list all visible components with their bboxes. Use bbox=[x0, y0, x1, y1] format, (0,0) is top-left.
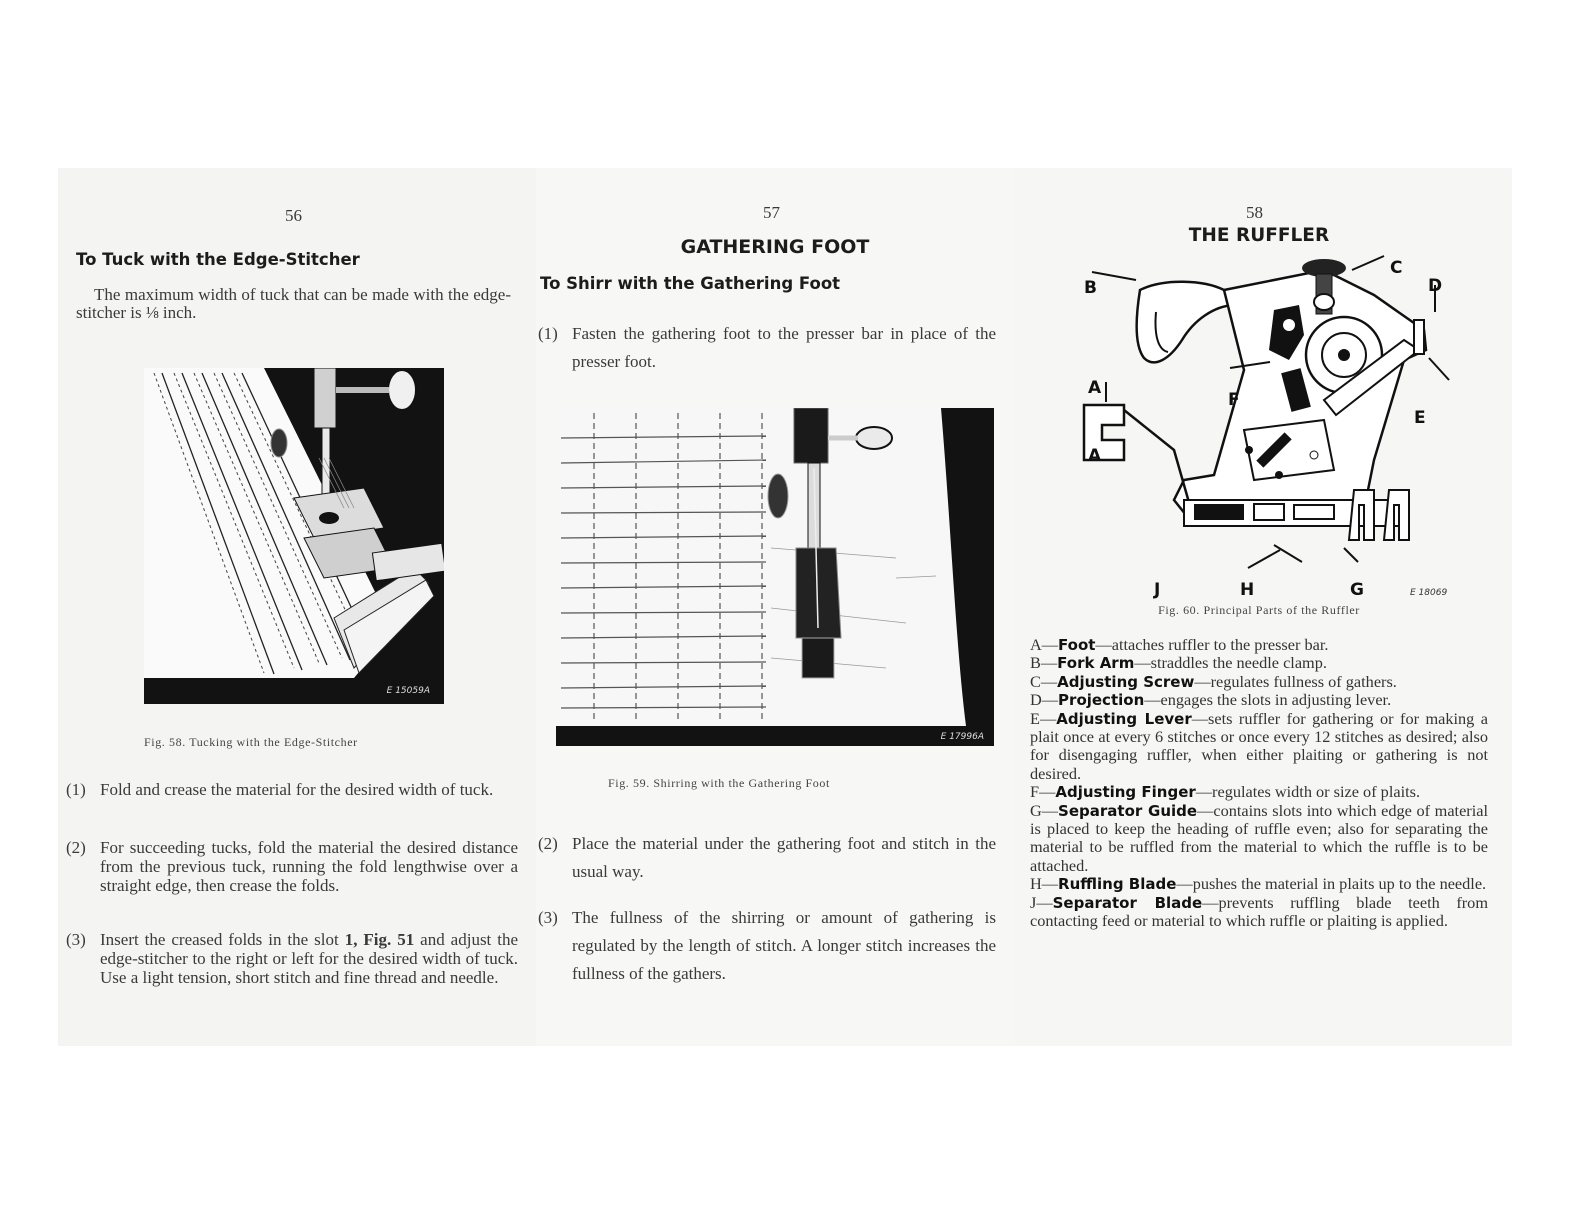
part-description: regulates fullness of gathers. bbox=[1210, 671, 1397, 691]
page-58 bbox=[1014, 168, 1512, 1046]
step-number: (2) bbox=[66, 838, 86, 857]
page-number: 56 bbox=[285, 206, 302, 225]
intro-paragraph: The maximum width of tuck that can be made with the edge-stitcher is ⅛ inch. bbox=[76, 285, 511, 322]
step-3 bbox=[66, 930, 518, 987]
step-number: (3) bbox=[66, 930, 86, 949]
part-term: Fork Arm bbox=[1057, 654, 1135, 673]
step-text bbox=[100, 930, 518, 987]
part-term: Adjusting Finger bbox=[1055, 783, 1196, 802]
part-term: Foot bbox=[1058, 636, 1096, 654]
step-text: The fullness of the shirring or amount of gathering is regulated by the length of stitch. A longer stitch increases the fullness of the gathers. bbox=[572, 908, 996, 983]
section-heading: To Tuck with the Edge-Stitcher bbox=[76, 250, 360, 269]
figure-caption: Fig. 59. Shirring with the Gathering Foot bbox=[608, 776, 830, 790]
part-term: Separator Blade bbox=[1052, 893, 1203, 912]
callout-g: G bbox=[1350, 580, 1364, 600]
part-letter: A bbox=[1030, 635, 1042, 654]
step-2 bbox=[538, 830, 996, 886]
part-term: Projection bbox=[1058, 691, 1145, 710]
step-2 bbox=[66, 838, 518, 895]
callout-a-label: A bbox=[1088, 378, 1102, 398]
part-description: sets ruffler for gathering or for making a plait once at every 6 stitches or once every 12 stitches as desired; also for disengaging ruffler, when either plaiting or gathering is not desired. bbox=[1030, 708, 1488, 783]
step-text: Fasten the gathering foot to the presser bar in place of the presser foot. bbox=[572, 324, 996, 371]
figure-59-illustration bbox=[556, 408, 994, 746]
part-letter: J bbox=[1030, 892, 1037, 912]
step-text-part: and adjust the edge-stitcher to the right or left for the desired width of tuck. Use a light tension, short stitch and fine thread and needle. bbox=[100, 930, 519, 987]
callout-j: J bbox=[1154, 580, 1161, 600]
page-title: THE RUFFLER bbox=[1188, 225, 1330, 246]
step-text-part: Insert the creased folds in the slot bbox=[100, 930, 345, 949]
part-description: prevents ruffling blade teeth from contacting feed or material to which ruffle or plaiting is applied. bbox=[1030, 892, 1488, 931]
part-description: regulates width or size of plaits. bbox=[1212, 782, 1421, 802]
callout-e: E bbox=[1414, 408, 1426, 428]
step-1 bbox=[66, 780, 518, 799]
step-text: Place the material under the gathering foot and stitch in the usual way. bbox=[572, 834, 996, 881]
step-1 bbox=[538, 320, 996, 376]
figure-code: E 18069 bbox=[1410, 588, 1448, 598]
part-item-a: A—Foot—attaches ruffler to the presser bar. bbox=[1030, 635, 1329, 654]
part-item-j: J—Separator Blade—prevents ruffling blade teeth from contacting feed or material to which ruffle or plaiting is applied. bbox=[1030, 892, 1488, 931]
page-title: GATHERING FOOT bbox=[680, 236, 870, 258]
part-letter: E bbox=[1030, 708, 1040, 728]
page-number: 58 bbox=[1246, 203, 1263, 222]
figure-code: E 17996A bbox=[940, 732, 984, 742]
step-number: (1) bbox=[66, 780, 86, 799]
step-number: (2) bbox=[538, 834, 558, 853]
part-description: attaches ruffler to the presser bar. bbox=[1111, 635, 1329, 654]
section-heading: To Shirr with the Gathering Foot bbox=[540, 274, 841, 293]
part-letter: C bbox=[1030, 671, 1041, 691]
callout-d: D bbox=[1428, 276, 1443, 296]
part-description: engages the slots in adjusting lever. bbox=[1160, 690, 1392, 710]
part-item-h: H—Ruffling Blade—pushes the material in plaits up to the needle. bbox=[1030, 874, 1487, 894]
step-number: (1) bbox=[538, 324, 558, 343]
part-description: pushes the material in plaits up to the needle. bbox=[1192, 874, 1487, 894]
callout-a: A bbox=[1088, 446, 1102, 466]
part-description: straddles the needle clamp. bbox=[1150, 653, 1327, 673]
part-item-d: D—Projection—engages the slots in adjusting lever. bbox=[1030, 690, 1392, 710]
step-text: For succeeding tucks, fold the material the desired distance from the previous tuck, running the fold lengthwise over a straight edge, then crease the folds. bbox=[100, 838, 518, 895]
part-item-b: B—Fork Arm—straddles the needle clamp. bbox=[1030, 653, 1327, 673]
part-letter: G bbox=[1030, 800, 1042, 820]
callout-f: F bbox=[1228, 390, 1240, 410]
part-term: Ruffling Blade bbox=[1058, 875, 1177, 894]
part-letter: D bbox=[1030, 690, 1042, 710]
parts-list bbox=[1030, 636, 1488, 931]
part-letter: F bbox=[1030, 782, 1040, 802]
callout-b: B bbox=[1084, 278, 1097, 298]
step-3 bbox=[538, 904, 996, 988]
part-letter: B bbox=[1030, 653, 1041, 673]
part-term: Adjusting Lever bbox=[1056, 709, 1192, 728]
figure-caption: Fig. 60. Principal Parts of the Ruffler bbox=[1158, 603, 1360, 617]
callout-c: C bbox=[1390, 258, 1403, 278]
figure-code: E 15059A bbox=[386, 686, 430, 696]
callout-h: H bbox=[1240, 580, 1255, 600]
page-57 bbox=[536, 168, 1014, 1046]
figure-60-illustration bbox=[1074, 250, 1454, 590]
part-description: contains slots into which edge of material is placed to keep the heading of ruffle even; also for separating the material to be ruffled from the material to which the ruffle is to be attached. bbox=[1030, 800, 1488, 875]
part-item-g: G—Separator Guide—contains slots into which edge of material is placed to keep the heading of ruffle even; also for separating the material to be ruffled from the material to which the ruffle is to be attached. bbox=[1030, 800, 1488, 875]
figure-caption: Fig. 58. Tucking with the Edge-Stitcher bbox=[144, 735, 358, 749]
step-text: Fold and crease the material for the desired width of tuck. bbox=[100, 780, 494, 799]
part-item-e: E—Adjusting Lever—sets ruffler for gathering or for making a plait once at every 6 stitches or once every 12 stitches as desired; also for disengaging ruffler, when either plaiting or gathering is not desired. bbox=[1030, 708, 1488, 783]
part-term: Separator Guide bbox=[1058, 801, 1198, 820]
part-item-f: F—Adjusting Finger—regulates width or size of plaits. bbox=[1030, 782, 1421, 802]
part-letter: H bbox=[1030, 874, 1042, 894]
part-term: Adjusting Screw bbox=[1057, 672, 1195, 691]
page-number: 57 bbox=[763, 203, 780, 222]
step-number: (3) bbox=[538, 908, 558, 927]
page-56 bbox=[58, 168, 536, 1046]
figure-58-illustration bbox=[144, 368, 444, 704]
figure-reference: 1, Fig. 51 bbox=[344, 930, 415, 949]
part-item-c: C—Adjusting Screw—regulates fullness of gathers. bbox=[1030, 671, 1397, 691]
